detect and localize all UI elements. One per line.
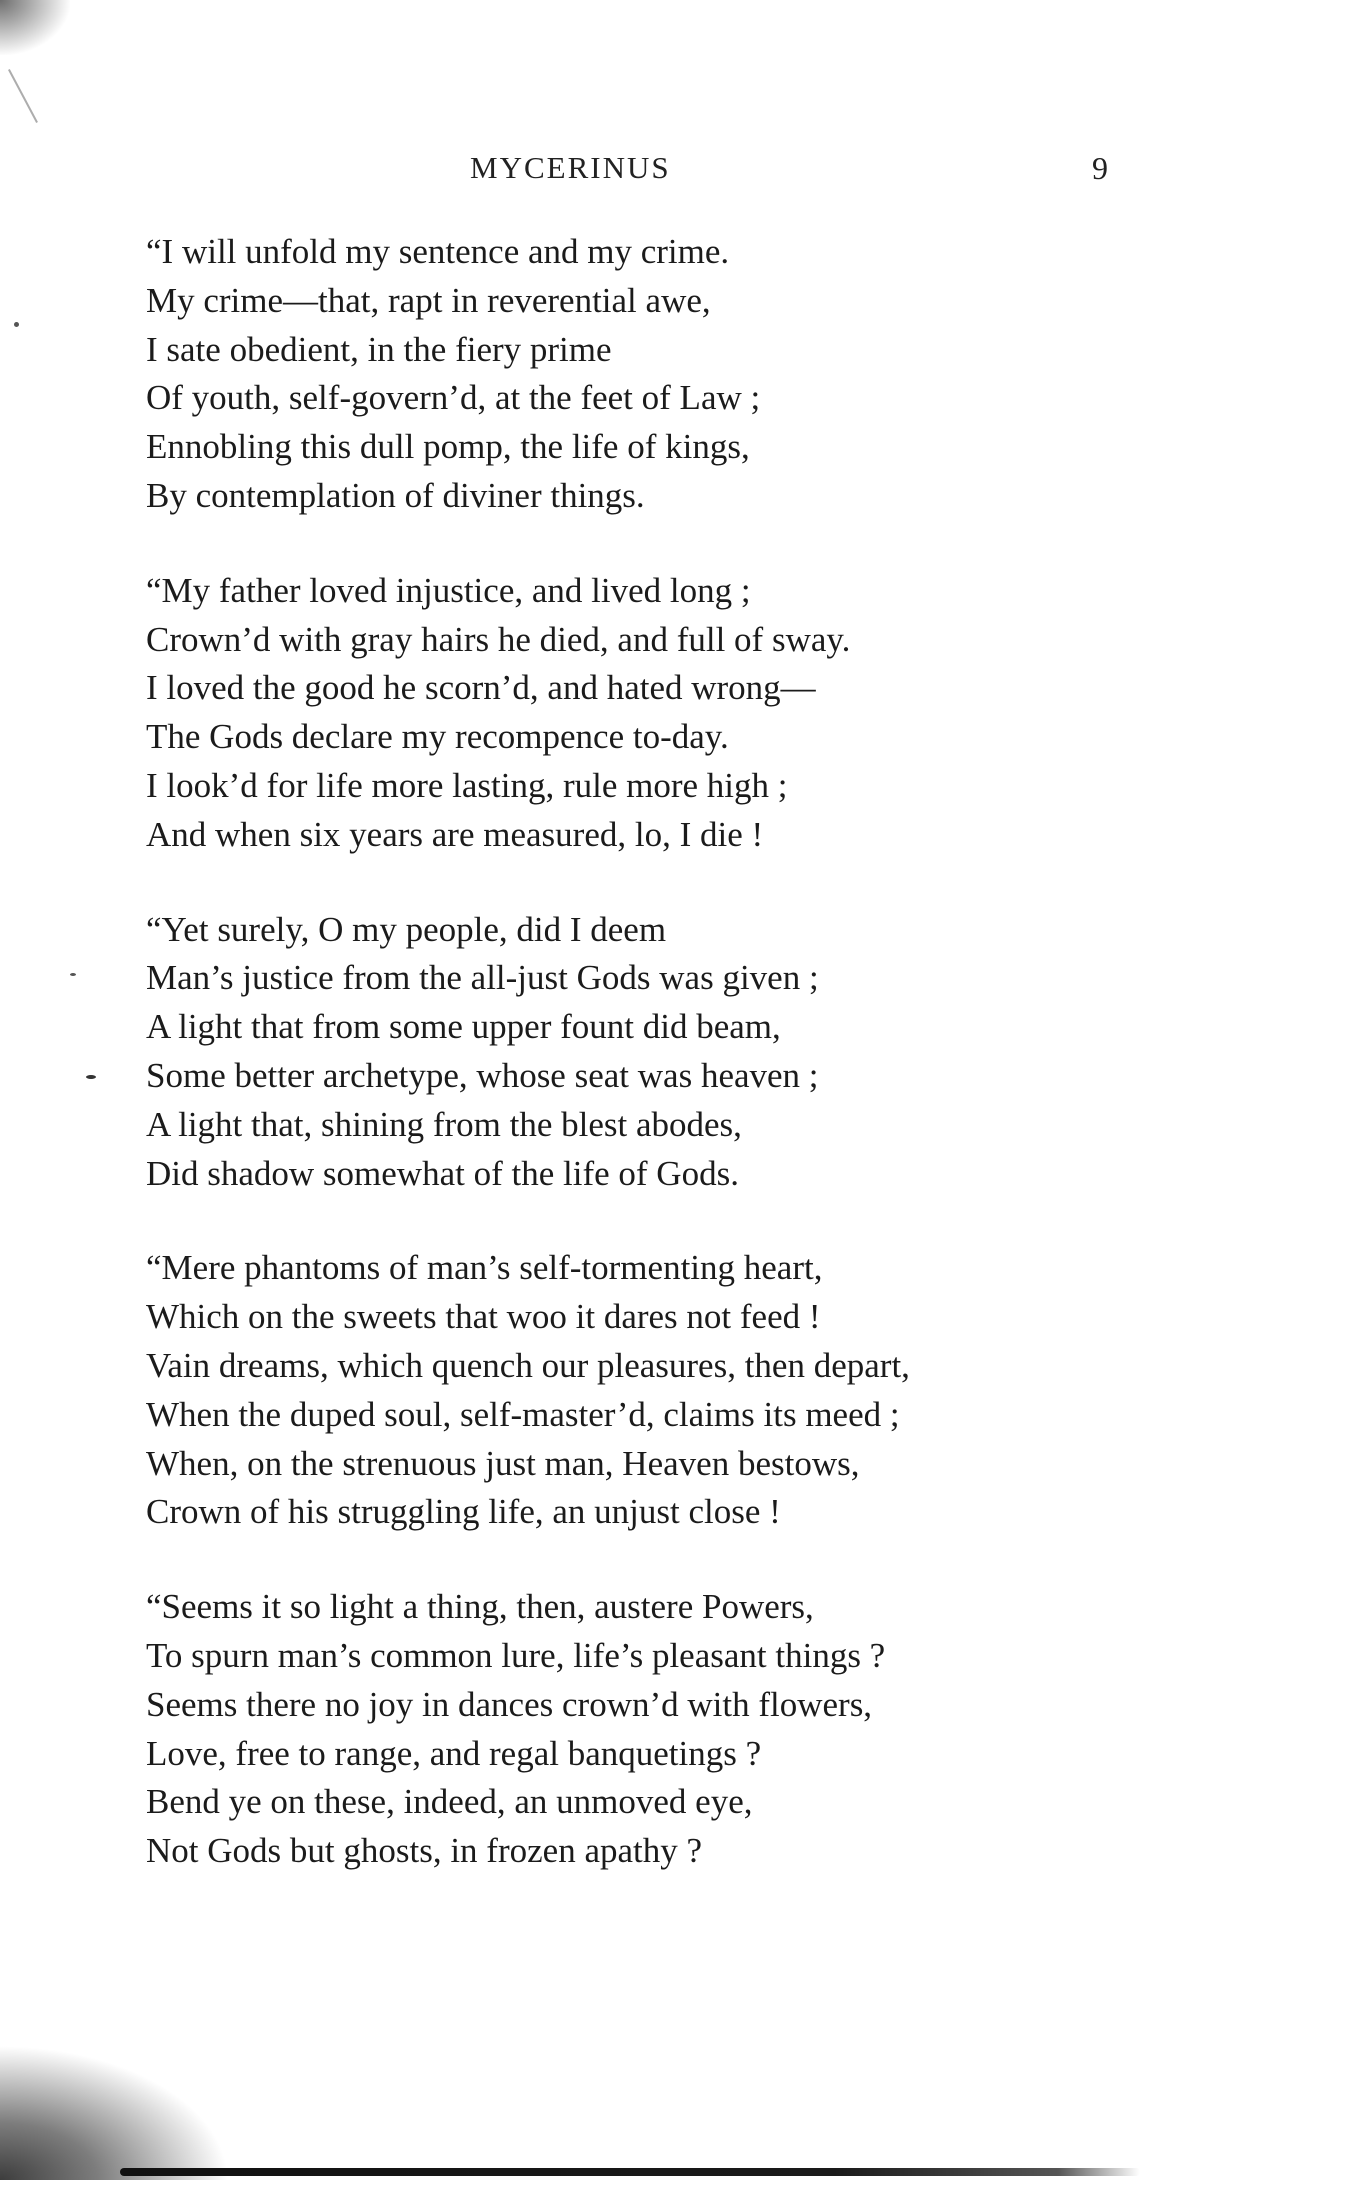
scan-smudge-top <box>0 0 70 55</box>
verse-line: Man’s justice from the all-just Gods was given ; <box>146 958 819 998</box>
verse-line: “Seems it so light a thing, then, austere Powers, <box>146 1587 814 1627</box>
verse-line: Did shadow somewhat of the life of Gods. <box>146 1153 739 1193</box>
verse-line: By contemplation of diviner things. <box>146 475 645 515</box>
running-head <box>0 150 1355 190</box>
verse-line: Not Gods but ghosts, in frozen apathy ? <box>146 1831 703 1871</box>
verse-line: Crown’d with gray hairs he died, and full of sway. <box>146 619 851 659</box>
verse-line: Ennobling this dull pomp, the life of kings, <box>146 427 750 467</box>
stanza <box>146 567 1146 860</box>
scan-streak <box>8 69 38 123</box>
scan-speck <box>70 973 76 976</box>
stanza <box>146 1244 1146 1537</box>
verse-line: Love, free to range, and regal banquetings ? <box>146 1733 762 1773</box>
scan-edge-shadow <box>120 2168 1140 2176</box>
scan-speck <box>14 322 19 327</box>
verse-line: When the duped soul, self-master’d, claims its meed ; <box>146 1394 900 1434</box>
verse-line: Crown of his struggling life, an unjust close ! <box>146 1492 781 1532</box>
verse-line: “My father loved injustice, and lived long ; <box>146 570 751 610</box>
verse-line: Some better archetype, whose seat was heaven ; <box>146 1055 819 1095</box>
stanza <box>146 1583 1146 1876</box>
scan-smudge-bottom <box>0 2045 230 2180</box>
verse-line: My crime—that, rapt in reverential awe, <box>146 280 711 320</box>
scan-speck <box>86 1075 96 1079</box>
verse-line: Vain dreams, which quench our pleasures, then depart, <box>146 1345 910 1385</box>
verse-line: “Mere phantoms of man’s self-tormenting heart, <box>146 1248 823 1288</box>
verse-line: Seems there no joy in dances crown’d with flowers, <box>146 1684 873 1724</box>
verse-line: And when six years are measured, lo, I die ! <box>146 814 764 854</box>
verse-line: Which on the sweets that woo it dares not feed ! <box>146 1297 821 1337</box>
verse-line: A light that, shining from the blest abodes, <box>146 1104 742 1144</box>
verse-line: I look’d for life more lasting, rule more high ; <box>146 765 788 805</box>
stanza <box>146 906 1146 1199</box>
running-title: MYCERINUS <box>470 150 671 185</box>
verse-line: To spurn man’s common lure, life’s pleasant things ? <box>146 1635 886 1675</box>
verse-line: “Yet surely, O my people, did I deem <box>146 909 667 949</box>
verse-line: A light that from some upper fount did beam, <box>146 1007 781 1047</box>
verse-line: I sate obedient, in the fiery prime <box>146 329 612 369</box>
verse-line: “I will unfold my sentence and my crime. <box>146 232 730 271</box>
verse-line: I loved the good he scorn’d, and hated wrong— <box>146 668 816 708</box>
page-number: 9 <box>1092 150 1108 186</box>
verse-line: When, on the strenuous just man, Heaven bestows, <box>146 1443 860 1483</box>
verse-line: Of youth, self-govern’d, at the feet of Law ; <box>146 378 761 418</box>
verse-line: Bend ye on these, indeed, an unmoved eye, <box>146 1782 753 1822</box>
poem-body <box>146 228 1146 1922</box>
stanza <box>146 228 1146 521</box>
verse-line: The Gods declare my recompence to-day. <box>146 717 729 757</box>
